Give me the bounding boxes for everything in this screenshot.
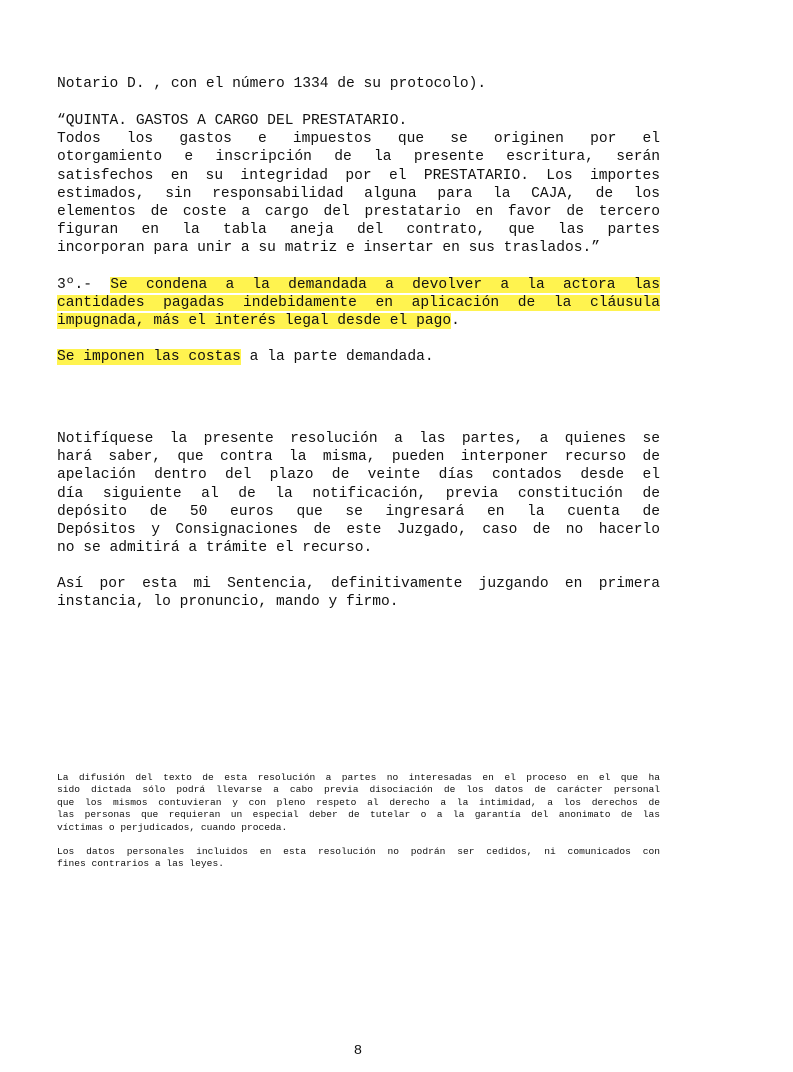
text-line: elementos de coste a cargo del prestatario en favor de tercero	[57, 204, 660, 221]
paragraph-notification	[57, 430, 660, 557]
text-line: instancia, lo pronuncio, mando y firmo.	[57, 594, 399, 611]
text-line	[57, 276, 660, 294]
highlighted-text: Se condena a la demandada a devolver a la actora las	[110, 277, 660, 293]
footnote-privacy-notice	[57, 772, 660, 834]
footnote-line: que los mismos contuvieran y con pleno respeto al derecho a la intimidad, a los derechos de	[57, 796, 660, 808]
page-number: 8	[353, 1043, 363, 1059]
footnote-line: fines contrarios a las leyes.	[57, 858, 224, 870]
text-line: incorporan para unir a su matriz e insertar en sus traslados.”	[57, 240, 600, 257]
paragraph-protocol-ref	[57, 75, 660, 93]
text-line: Notifíquese la presente resolución a las partes, a quienes se	[57, 431, 660, 447]
text-line: Todos los gastos e impuestos que se originen por el	[57, 131, 660, 148]
paragraph-ruling-3	[57, 276, 660, 331]
text-line: apelación dentro del plazo de veinte días contados desde el	[57, 467, 660, 484]
text-line: Notario D. , con el número 1334 de su protocolo).	[57, 76, 487, 92]
text-line	[57, 348, 660, 366]
footnote-line: La difusión del texto de esta resolución a partes no interesadas en el proceso en el que ha	[57, 772, 660, 783]
text-line: Depósitos y Consignaciones de este Juzgado, caso de no hacerlo	[57, 522, 660, 539]
text-line	[57, 312, 660, 330]
footnote-line: Los datos personales incluidos en esta resolución no podrán ser cedidos, ni comunicados con	[57, 846, 660, 857]
footnote-line: las personas que requieran un especial deber de tutelar o a la garantía del anonimato de las	[57, 809, 660, 821]
text-line: estimados, sin responsabilidad alguna para la CAJA, de los	[57, 185, 660, 202]
text-line: Así por esta mi Sentencia, definitivamente juzgando en primera	[57, 576, 660, 592]
text-line: otorgamiento e inscripción de la presente escritura, serán	[57, 149, 660, 166]
text-line: hará saber, que contra la misma, pueden interponer recurso de	[57, 449, 660, 466]
text-line: día siguiente al de la notificación, previa constitución de	[57, 485, 660, 502]
highlighted-text: impugnada, más el interés legal desde el pago	[57, 313, 452, 330]
footnote-line: víctimas o perjudicados, cuando proceda.	[57, 821, 288, 833]
paragraph-clause-quinta	[57, 112, 660, 258]
highlighted-text: cantidades pagadas indebidamente en aplicación de la cláusula	[57, 295, 660, 312]
footnote-data-protection	[57, 846, 660, 871]
sentence-end: .	[451, 313, 460, 330]
text-line	[57, 294, 660, 312]
text-line: depósito de 50 euros que se ingresará en la cuenta de	[57, 503, 660, 520]
ruling-number: 3º.-	[57, 277, 111, 293]
text-line: no se admitirá a trámite el recurso.	[57, 540, 373, 557]
text-line: figuran en la tabla aneja del contrato, que las partes	[57, 222, 660, 239]
plain-text: a la parte demandada.	[240, 349, 434, 365]
paragraph-closing	[57, 575, 660, 611]
highlighted-text: Se imponen las costas	[57, 349, 241, 365]
paragraph-costs	[57, 348, 660, 366]
clause-heading: “QUINTA. GASTOS A CARGO DEL PRESTATARIO.	[57, 113, 408, 129]
text-line: satisfechos en su integridad por el PRESTATARIO. Los importes	[57, 167, 660, 184]
footnote-line: sido dictada sólo podrá llevarse a cabo previa disociación de los datos de carácter personal	[57, 784, 660, 796]
